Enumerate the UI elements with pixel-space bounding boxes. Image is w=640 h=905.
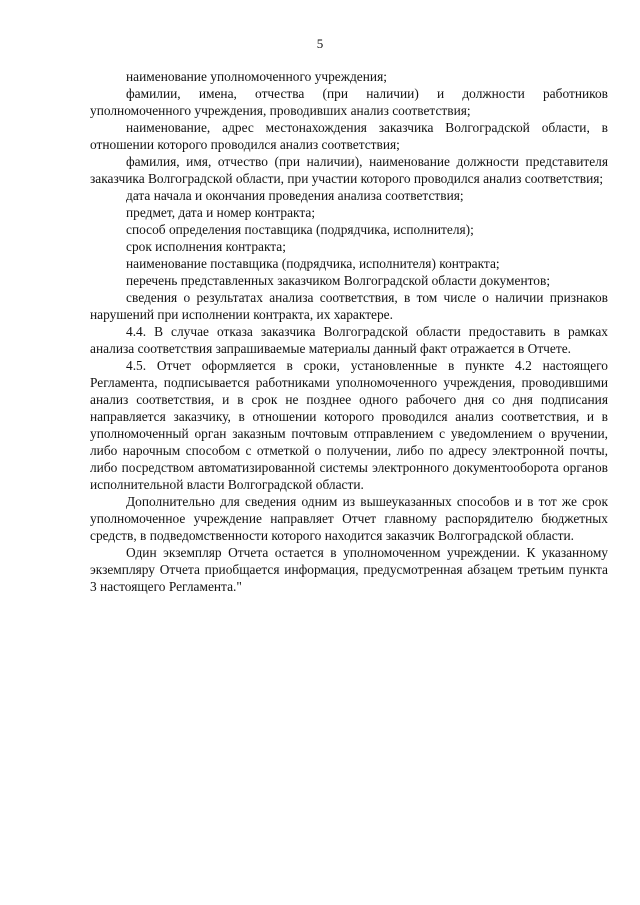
document-body [90, 68, 608, 595]
paragraph: фамилия, имя, отчество (при наличии), наименование должности представителя заказчика Волгоградской области, при участии которого проводился анализ соответствия; [90, 154, 608, 186]
paragraph: дата начала и окончания проведения анализа соответствия; [126, 188, 464, 203]
page-number: 5 [316, 36, 324, 51]
paragraph: срок исполнения контракта; [126, 239, 286, 254]
paragraph: 4.4. В случае отказа заказчика Волгоградской области предоставить в рамках анализа соответствия запрашиваемые материалы данный факт отражается в Отчете. [90, 324, 608, 356]
paragraph: перечень представленных заказчиком Волгоградской области документов; [126, 273, 551, 288]
paragraph: наименование, адрес местонахождения заказчика Волгоградской области, в отношении которого проводился анализ соответствия; [90, 120, 608, 152]
paragraph: сведения о результатах анализа соответствия, в том числе о наличии признаков нарушений при исполнении контракта, их характере. [90, 290, 608, 322]
paragraph: 4.5. Отчет оформляется в сроки, установленные в пункте 4.2 настоящего Регламента, подписывается работниками уполномоченного учреждения, проводившими анализ соответствия, и в срок не позднее одного рабочего дня со дня подписания направляется заказчику, в отношении которого проводился анализ соответствия, и в уполномоченный орган заказным почтовым отправлением с уведомлением о вручении, либо нарочным способом с отметкой о получении, либо по адресу электронной почты, либо посредством автоматизированной системы электронного документооборота органов исполнительной власти Волгоградской области. [90, 358, 608, 492]
paragraph: наименование поставщика (подрядчика, исполнителя) контракта; [126, 256, 500, 271]
paragraph: Дополнительно для сведения одним из вышеуказанных способов и в тот же срок уполномоченное учреждение направляет Отчет главному распорядителю бюджетных средств, в подведомственности которого находится заказчик Волгоградской области. [90, 494, 608, 543]
paragraph: предмет, дата и номер контракта; [126, 205, 316, 220]
paragraph: способ определения поставщика (подрядчика, исполнителя); [126, 222, 474, 237]
paragraph: Один экземпляр Отчета остается в уполномоченном учреждении. К указанному экземпляру Отчета приобщается информация, предусмотренная абзацем третьим пункта 3 настоящего Регламента." [90, 545, 608, 594]
paragraph: наименование уполномоченного учреждения; [126, 69, 387, 84]
paragraph: фамилии, имена, отчества (при наличии) и должности работников уполномоченного учреждения, проводивших анализ соответствия; [90, 86, 608, 118]
